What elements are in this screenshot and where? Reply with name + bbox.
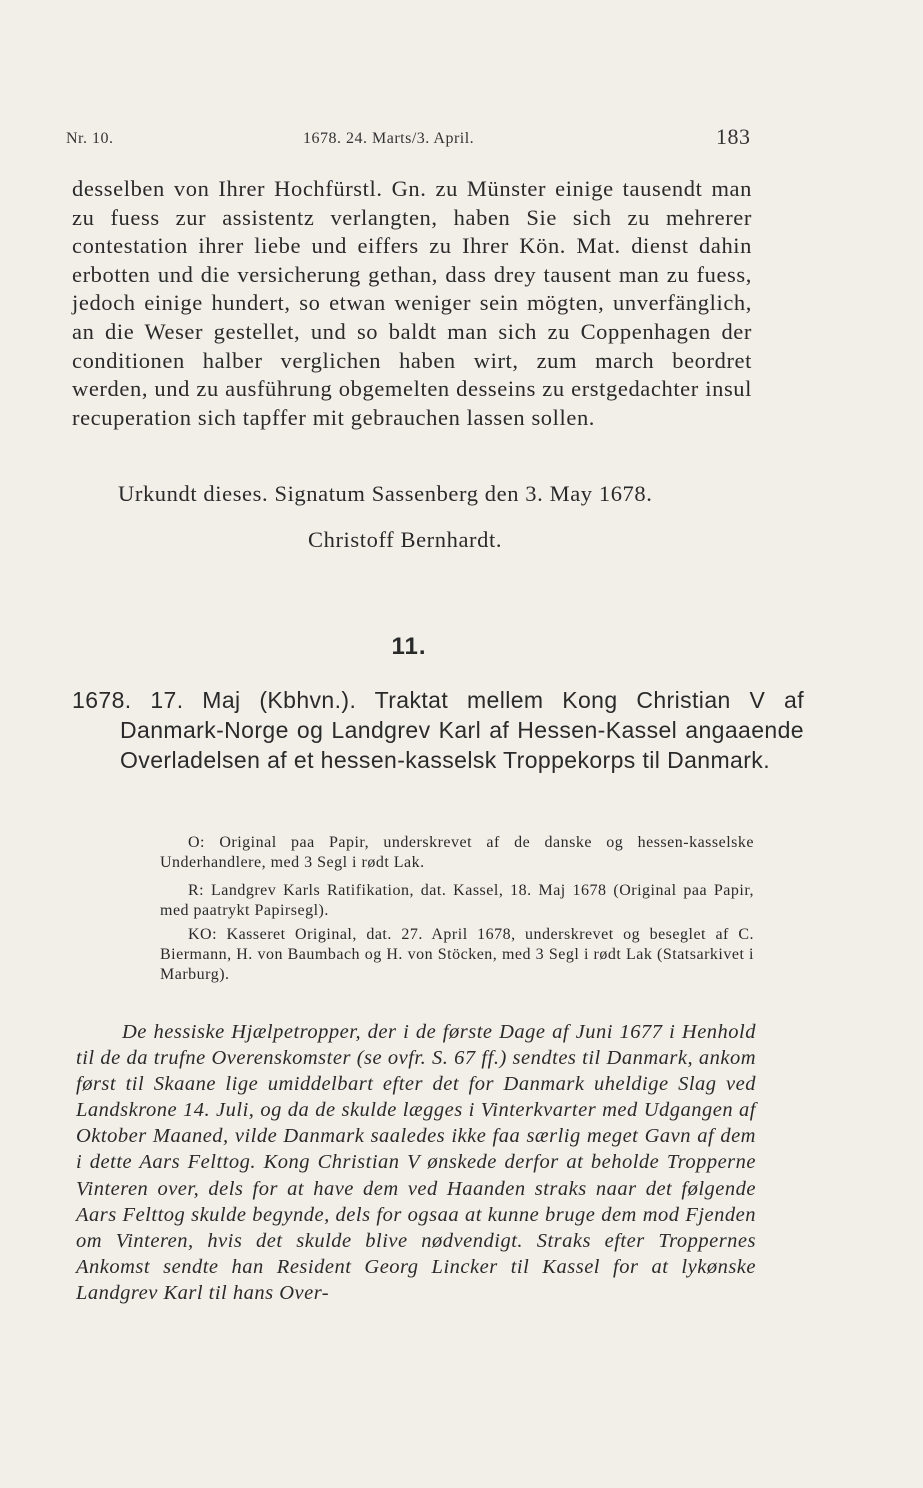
section-title: 1678. 17. Maj (Kbhvn.). Traktat mellem Kong Christian V af Danmark-Norge og Landgrev Karl af Hessen-Kassel angaaende Overladelsen af et hessen-kasselsk Troppekorps til Danmark. [72, 687, 804, 773]
running-date: 1678. 24. Marts/3. April. [303, 130, 475, 147]
section-number: 11. [391, 633, 427, 660]
source-text: Original paa Papir, underskrevet af de danske og hessen-kasselske Underhandlere, med 3 Segl i rødt Lak. [160, 834, 755, 871]
document-number: Nr. 10. [66, 130, 114, 147]
page-number: 183 [716, 124, 751, 149]
source-label: KO: [188, 926, 218, 943]
signature: Christoff Bernhardt. [308, 527, 503, 552]
body-paragraph-1: desselben von Ihrer Hochfürstl. Gn. zu Münster einige tausendt man zu fuess zur assistentz verlangten, haben Sie sich zu mehrerer contestation ihrer liebe und eiffers zu Ihrer Kön. Mat. dienst dahin erbotten und die versicherung gethan, dass drey tausent man zu fuess, jedoch einige hundert, so etwan weniger sein mögten, unverfänglich, an die Weser gestellet, und so baldt man sich zu Coppenhagen der conditionen halber verglichen haben wirt, zum march beordret werden, und zu ausführung obgemelten desseins zu erstgedachter insul recuperation sich tapffer mit gebrauchen lassen sollen. [72, 176, 752, 430]
source-text: Kasseret Original, dat. 27. April 1678, underskrevet og beseglet af C. Biermann, H. von Baumbach og H. von Stöcken, med 3 Segl i rødt Lak (Statsarkivet i Marburg). [160, 926, 755, 983]
source-note-o [160, 833, 754, 873]
source-label: O: [188, 834, 205, 851]
source-note-r [160, 881, 754, 921]
commentary-paragraph: De hessiske Hjælpetropper, der i de første Dage af Juni 1677 i Henhold til de da trufne Overenskomster (se ovfr. S. 67 ff.) sendtes til Danmark, ankom først til Skaane lige umiddelbart efter det for Danmark uheldige Slag ved Landskrone 14. Juli, og da de skulde lægges i Vinterkvarter med Udgangen af Oktober Maaned, vilde Danmark saaledes ikke faa særlig meget Gavn af dem i dette Aars Felttog. Kong Christian V ønskede derfor at beholde Tropperne Vinteren over, dels for at have dem ved Haanden straks naar det følgende Aars Felttog skulde begynde, dels for ogsaa at kunne bruge dem mod Fjenden om Vinteren, hvis det skulde blive nødvendigt. Straks efter Troppernes Ankomst sendte han Resident Georg Lincker til Kassel for at lykønske Landgrev Karl til hans Over- [76, 1021, 756, 1304]
source-label: R: [188, 882, 205, 899]
source-note-ko [160, 925, 754, 985]
source-text: Landgrev Karls Ratifikation, dat. Kassel, 18. Maj 1678 (Original paa Papir, med paatrykt Papirsegl). [160, 882, 755, 919]
body-paragraph-2: Urkundt dieses. Signatum Sassenberg den 3. May 1678. [118, 481, 653, 506]
